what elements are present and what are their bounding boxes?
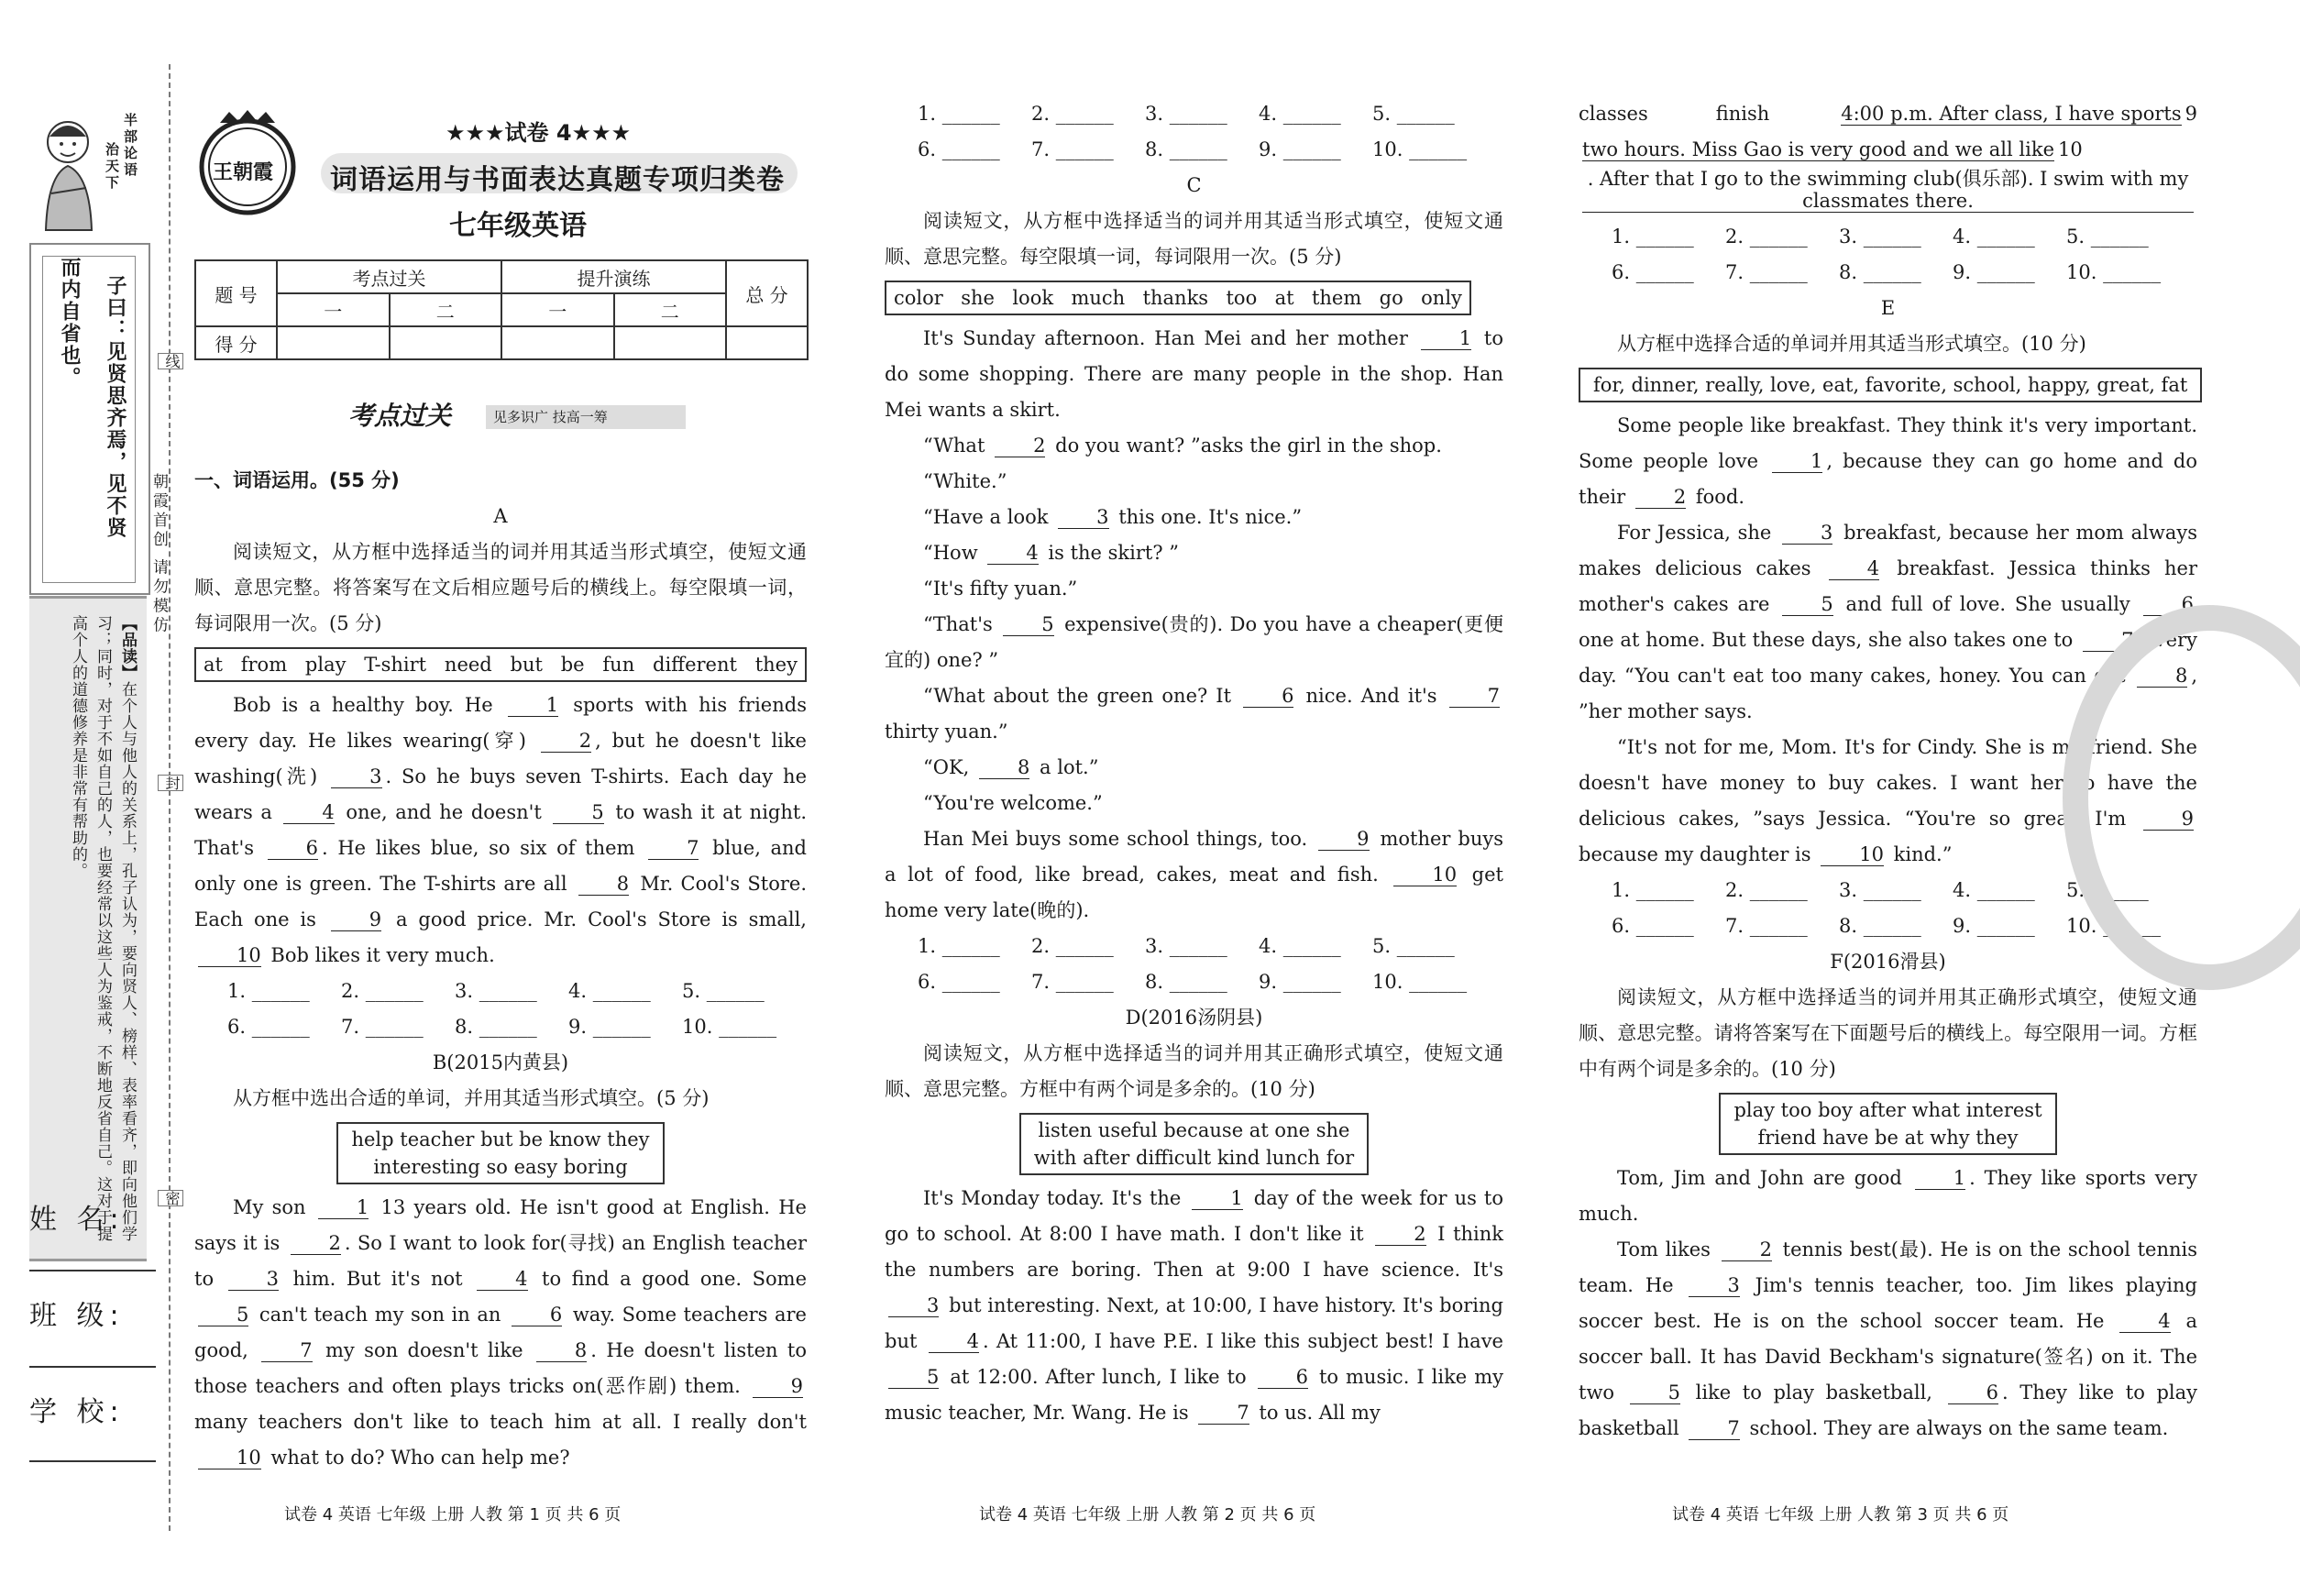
answer-slot-7[interactable]: 7. ______ — [1031, 138, 1114, 160]
answer-slot-6[interactable]: 6. ______ — [918, 971, 1000, 993]
part-d-passage: It's Monday today. It's the 1 day of the week for us to go to school. At 8:00 I have math. I don't like it 2 I think the numbers are boring. Then at 9:00 I have science. It's 3 but interesting. Next, at 10:00, I have history. It's boring but 4 . At 11:00, I have P.E. I like this subject best! I have 5 at 12:00. After lunch, I like to 6 to music. I like my music teacher, Mr. Wang. He is 7 to us. All my — [885, 1187, 1504, 1424]
blank-4[interactable]: 4 — [477, 1268, 527, 1291]
answer-slot-3[interactable]: 3. ______ — [1145, 103, 1227, 125]
part-b-words-2: interesting so easy boring — [373, 1156, 628, 1178]
passage-line: “Have a look 3 this one. It's nice.” — [923, 506, 1303, 528]
word-option: they — [754, 654, 798, 676]
blank-6[interactable]: 6 — [268, 837, 318, 860]
answer-slot-5[interactable]: 5. ______ — [682, 980, 765, 1002]
score-cell[interactable] — [277, 326, 390, 359]
answer-slot-4[interactable]: 4. ______ — [1953, 879, 2035, 901]
blank-7[interactable]: 7 — [261, 1339, 312, 1362]
word-option: T-shirt — [364, 654, 427, 676]
pindu-text — [65, 615, 139, 1248]
answer-slot-3[interactable]: 3. ______ — [1145, 935, 1227, 957]
blank-1[interactable]: 1 — [508, 694, 558, 717]
word-option: go — [1379, 287, 1403, 309]
answer-slot-5[interactable]: 5. ______ — [2066, 879, 2149, 901]
score-col-2: 二 — [390, 293, 502, 326]
score-cell[interactable] — [501, 326, 614, 359]
blank-4[interactable]: 4 — [283, 801, 334, 824]
section-banner-sub: 见多识广 技高一筹 — [486, 405, 686, 429]
answer-slot-7[interactable]: 7. ______ — [1725, 915, 1808, 937]
score-cell[interactable] — [614, 326, 727, 359]
blank-3[interactable]: 3 — [1058, 506, 1108, 529]
part-e-word-box — [1579, 368, 2202, 402]
answer-slot-5[interactable]: 5. ______ — [1372, 103, 1455, 125]
word-option: need — [444, 654, 492, 676]
blank-4[interactable]: 4 — [1829, 557, 1879, 580]
answer-slot-10[interactable]: 10. ______ — [1372, 971, 1468, 993]
answer-slot-4[interactable]: 4. ______ — [1259, 103, 1341, 125]
blank-1[interactable]: 1 — [1915, 1167, 1965, 1190]
blank-6[interactable]: 6 — [1258, 1366, 1308, 1389]
name-field[interactable] — [29, 1270, 156, 1271]
passage-line: “It's fifty yuan.” — [923, 578, 1078, 600]
score-table — [194, 259, 809, 360]
blank-10[interactable]: 10 — [1821, 843, 1884, 866]
score-th-total: 总 分 — [726, 260, 808, 326]
score-col-3: 一 — [501, 293, 614, 326]
sidebar-motto-top-1: 半部论语 — [122, 113, 138, 179]
passage-line: Tom likes 2 tennis best(最). He is on the school tennis team. He 3 Jim's tennis teacher, too. Jim likes playing soccer best. He is on the school soccer team. He 4 a soccer ball. It has David Beckham's signature(签名) on it. The two 5 like to play basketball, 6 . They like to play basketball 7 school. They are always on the same team. — [1579, 1238, 2198, 1439]
part-f-word-box — [1719, 1093, 2056, 1155]
part-b-passage: My son 1 13 years old. He isn't good at English. He says it is 2 . So I want to look for(寻找) an English teacher to 3 him. But it's not 4 to find a good one. Some 5 can't teach my son in an 6 way. Some teachers are good, 7 my son doesn't like 8 . He doesn't listen to those teachers and often plays tricks on(恶作剧) them. 9 many teachers don't like to teach him at all. I really don't 10 what to do? Who can help me? — [194, 1196, 807, 1469]
school-label: 学 校: — [29, 1396, 125, 1428]
part-a-label: A — [493, 505, 508, 527]
blank-2[interactable]: 2 — [995, 435, 1045, 457]
answer-slot-6[interactable]: 6. ______ — [1612, 915, 1694, 937]
answer-slot-5[interactable]: 5. ______ — [2066, 226, 2149, 248]
blank-3[interactable]: 3 — [331, 765, 381, 788]
pindu-label: 【品读】 — [118, 615, 137, 681]
blank-3[interactable]: 3 — [228, 1268, 279, 1291]
part-b-instructions: 从方框中选出合适的单词，并用其适当形式填空。(5 分) — [233, 1087, 710, 1109]
blank-1[interactable]: 1 — [1772, 450, 1822, 473]
score-th-kaodian: 考点过关 — [277, 260, 501, 293]
answer-slot-8[interactable]: 8. ______ — [455, 1016, 537, 1038]
score-th-tihao: 题 号 — [195, 260, 277, 326]
score-col-1: 一 — [277, 293, 390, 326]
blank-1[interactable]: 1 — [318, 1196, 369, 1219]
passage-line: It's Sunday afternoon. Han Mei and her mother 1 to do some shopping. There are many people in the shop. Han Mei wants a skirt. — [885, 327, 1503, 421]
answer-slot-9[interactable]: 9. ______ — [1259, 971, 1341, 993]
part-b-word-box — [336, 1122, 664, 1184]
blank-2[interactable]: 2 — [1375, 1223, 1425, 1246]
blank-6[interactable]: 6 — [1243, 685, 1293, 708]
blank-4[interactable]: 4 — [2119, 1310, 2170, 1333]
blank-9[interactable]: 9 — [331, 908, 381, 931]
blank-2[interactable]: 2 — [1722, 1238, 1772, 1261]
word-option: look — [1012, 287, 1054, 309]
cut-note — [147, 473, 171, 635]
blank-6[interactable]: 6 — [1948, 1381, 1998, 1404]
section-banner: 考点过关 — [348, 401, 452, 431]
answer-slot-2[interactable]: 2. ______ — [1031, 935, 1114, 957]
cut-mark-3: 密 — [158, 1190, 183, 1206]
answer-slot-10[interactable]: 10. ______ — [2066, 915, 2162, 937]
blank-5[interactable]: 5 — [1782, 593, 1832, 616]
blank-7[interactable]: 7 — [648, 837, 699, 860]
answer-slot-7[interactable]: 7. ______ — [1031, 971, 1114, 993]
part-b-answers[interactable] — [885, 96, 1503, 168]
part-b-words-1: help teacher but be know they — [351, 1128, 650, 1150]
footer-page-2: 试卷 4 英语 七年级 上册 人教 第 2 页 共 6 页 — [979, 1505, 1316, 1524]
section-title: 一、词语运用。(55 分) — [194, 469, 400, 491]
word-option: different — [653, 654, 737, 676]
passage-line: “That's 5 expensive(贵的). Do you have a cheaper(更便宜的) one? ” — [885, 613, 1503, 671]
blank-8[interactable]: 8 — [578, 873, 629, 896]
blank-10[interactable]: 10 — [198, 1447, 261, 1469]
blank-6[interactable]: 6 — [512, 1304, 562, 1326]
motto-line-2: 而内自省也。 — [58, 257, 81, 389]
passage-line: “You're welcome.” — [923, 792, 1103, 814]
passage-line: Some people like breakfast. They think it's very important. Some people love 1 , because they can go home and do their 2 food. — [1579, 414, 2198, 508]
blank-4[interactable]: 4 — [929, 1330, 979, 1353]
part-d-label: D(2016汤阴县) — [1125, 1007, 1263, 1029]
word-option: too — [1226, 287, 1258, 309]
confucius-figure-icon — [33, 111, 105, 239]
part-a-instructions: 阅读短文，从方框中选择适当的词并用其适当形式填空，使短文通顺、意思完整。将答案写在文后相应题号后的横线上。每空限填一词，每词限用一次。(5 分) — [194, 541, 807, 634]
word-option: fun — [602, 654, 635, 676]
exam-number: ★★★试卷 4★★★ — [446, 120, 632, 146]
cut-mark-2: 封 — [158, 775, 183, 791]
passage-line: “What 2 do you want? ”asks the girl in the shop. — [923, 435, 1442, 457]
answer-slot-1[interactable]: 1. ______ — [1612, 226, 1694, 248]
word-option: them — [1311, 287, 1362, 309]
score-cell[interactable] — [390, 326, 502, 359]
answer-slot-7[interactable]: 7. ______ — [341, 1016, 424, 1038]
word-option: play — [304, 654, 347, 676]
answer-slot-2[interactable]: 2. ______ — [1725, 879, 1808, 901]
blank-5[interactable]: 5 — [1630, 1381, 1680, 1404]
pindu-panel — [29, 596, 147, 1261]
passage-line: Han Mei buys some school things, too. 9 mother buys a lot of food, like bread, cakes, meat and fish. 10 get home very late(晚的). — [885, 828, 1503, 921]
part-e-words: for, dinner, really, love, eat, favorite, school, happy, great, fat — [1593, 374, 2188, 396]
part-c-label: C — [1186, 174, 1202, 196]
blank-7[interactable]: 7 — [2083, 629, 2133, 652]
blank-9[interactable]: 9 — [2143, 808, 2194, 831]
blank-9[interactable]: 9 — [753, 1375, 803, 1398]
passage-line: For Jessica, she 3 breakfast, because her mom always makes delicious cakes 4 breakfast. Jessica thinks her mother's cakes are 5 and full of love. She usually 6 one at home. But these days, she also takes one to 7 every day. “You can't eat too many cakes, honey. You can get 8 , ”her mother says. — [1579, 522, 2198, 722]
passage-line: “White.” — [923, 470, 1007, 492]
blank-8[interactable]: 8 — [536, 1339, 587, 1362]
blank-3[interactable]: 3 — [1689, 1274, 1739, 1297]
part-d-answers[interactable] — [1579, 219, 2197, 291]
blank-2[interactable]: 2 — [291, 1232, 341, 1255]
answer-slot-9[interactable]: 9. ______ — [1259, 138, 1341, 160]
blank-4[interactable]: 4 — [987, 542, 1038, 565]
blank-3[interactable]: 3 — [888, 1294, 939, 1317]
part-d-words-2: with after difficult kind lunch for — [1033, 1147, 1355, 1169]
score-th-tisheng: 提升演练 — [501, 260, 726, 293]
blank- 4:00 p.m. After class, I have sports[interactable]: 4:00 p.m. After class, I have sports — [1841, 103, 2182, 125]
passage-line: “How 4 is the skirt? ” — [923, 542, 1179, 564]
blank-7[interactable]: 7 — [1689, 1417, 1739, 1440]
blank-1[interactable]: 1 — [1192, 1187, 1242, 1210]
score-cell[interactable] — [726, 326, 808, 359]
blank-9[interactable]: 9 — [1318, 828, 1369, 851]
part-a-word-box — [194, 647, 807, 682]
score-col-4: 二 — [614, 293, 727, 326]
answer-slot-6[interactable]: 6. ______ — [1612, 261, 1694, 283]
answer-slot-3[interactable]: 3. ______ — [1839, 879, 1921, 901]
part-f-label: F(2016滑县) — [1830, 951, 1946, 973]
part-c-word-box — [885, 281, 1471, 315]
blank-3[interactable]: 3 — [1782, 522, 1832, 545]
footer-page-3: 试卷 4 英语 七年级 上册 人教 第 3 页 共 6 页 — [1672, 1505, 2009, 1524]
passage-line: Tom, Jim and John are good 1 . They like sports very much. — [1579, 1167, 2197, 1225]
blank-5[interactable]: 5 — [198, 1304, 248, 1326]
blank-7[interactable]: 7 — [1198, 1402, 1249, 1425]
blank-8[interactable]: 8 — [979, 756, 1029, 779]
answer-slot-10[interactable]: 10. ______ — [1372, 138, 1468, 160]
answer-slot-6[interactable]: 6. ______ — [227, 1016, 310, 1038]
answer-slot-4[interactable]: 4. ______ — [1259, 935, 1341, 957]
word-option: from — [240, 654, 288, 676]
blank-7[interactable]: 7 — [1449, 685, 1500, 708]
part-c-answers[interactable] — [885, 929, 1503, 1000]
answer-slot-10[interactable]: 10. ______ — [682, 1016, 777, 1038]
word-option: only — [1421, 287, 1462, 309]
part-a-answers[interactable] — [194, 974, 807, 1045]
word-option: thanks — [1142, 287, 1209, 309]
part-c-instructions: 阅读短文，从方框中选择适当的词并用其适当形式填空，使短文通顺、意思完整。每空限填一词，每词限用一次。(5 分) — [885, 210, 1503, 268]
answer-slot-2[interactable]: 2. ______ — [341, 980, 424, 1002]
blank-5[interactable]: 5 — [1003, 613, 1053, 636]
answer-slot-9[interactable]: 9. ______ — [1953, 915, 2035, 937]
sidebar-motto-top-2: 治天下 — [104, 142, 120, 192]
class-label: 班 级: — [29, 1300, 125, 1332]
answer-slot-9[interactable]: 9. ______ — [568, 1016, 651, 1038]
cut-line — [169, 64, 171, 1531]
cut-note-2: 请勿模仿 — [149, 558, 168, 636]
answer-slot-7[interactable]: 7. ______ — [1725, 261, 1808, 283]
part-f-words-2: friend have be at why they — [1757, 1127, 2019, 1149]
answer-slot-1[interactable]: 1. ______ — [1612, 879, 1694, 901]
answer-slot-9[interactable]: 9. ______ — [1953, 261, 2035, 283]
word-option: but — [510, 654, 543, 676]
part-e-instructions: 从方框中选择合适的单词并用其适当形式填空。(10 分) — [1617, 333, 2086, 355]
answer-slot-6[interactable]: 6. ______ — [918, 138, 1000, 160]
brand-name: 王朝霞 — [213, 161, 274, 184]
answer-slot-8[interactable]: 8. ______ — [1839, 915, 1921, 937]
word-option: be — [560, 654, 585, 676]
part-d-passage-cont: classes finish 4:00 p.m. After class, I have sports9two hours. Miss Gao is very good and we all like10. After that I go to the swimming club(俱乐部). I swim with my classmates there. — [1579, 103, 2197, 212]
school-field[interactable] — [29, 1460, 156, 1462]
blank-2[interactable]: 2 — [1635, 486, 1686, 509]
passage-line: “OK, 8 a lot.” — [923, 756, 1099, 778]
paper-subtitle: 词语运用与书面表达真题专项归类卷 — [330, 164, 785, 196]
part-b-label: B(2015内黄县) — [432, 1051, 569, 1073]
answer-slot-4[interactable]: 4. ______ — [568, 980, 651, 1002]
passage-line: “What about the green one? It 6 nice. And it's 7 thirty yuan.” — [885, 685, 1500, 743]
blank-1[interactable]: 1 — [1421, 327, 1471, 350]
word-option: color — [894, 287, 943, 309]
answer-slot-8[interactable]: 8. ______ — [1839, 261, 1921, 283]
exam-number-text: 试卷 4 — [504, 120, 572, 146]
part-d-instructions: 阅读短文，从方框中选择适当的词并用其正确形式填空，使短文通顺、意思完整。方框中有两个词是多余的。(10 分) — [885, 1042, 1503, 1100]
part-f-passage — [1579, 1161, 2197, 1447]
part-f-words-1: play too boy after what interest — [1733, 1099, 2042, 1121]
motto-line-1: 子曰：见贤思齐焉，见不贤 — [104, 275, 127, 539]
answer-slot-3[interactable]: 3. ______ — [1839, 226, 1921, 248]
blank-5[interactable]: 5 — [553, 801, 603, 824]
answer-slot-8[interactable]: 8. ______ — [1145, 138, 1227, 160]
blank- two hours. Miss Gao is very good and we all like[interactable]: two hours. Miss Gao is very good and we all like — [1582, 138, 2054, 160]
answer-slot-3[interactable]: 3. ______ — [455, 980, 537, 1002]
blank-. After that I go to the swimming club(俱乐部). I swim with my classmates there.[interactable]: . After that I go to the swimming club(俱乐部). I swim with my classmates there. — [1582, 168, 2194, 213]
pindu-body: 在个人与他人的关系上，孔子认为，要向贤人、榜样、表率看齐，即向他们学习；同时，对于不如自己的人，也要经常以这些人为鉴戒，不断地反省自己。这对于提高个人的道德修养是非常有帮助的。 — [69, 615, 137, 1242]
binding-sidebar — [29, 105, 149, 1462]
answer-slot-5[interactable]: 5. ______ — [1372, 935, 1455, 957]
answer-slot-1[interactable]: 1. ______ — [918, 103, 1000, 125]
class-field[interactable] — [29, 1366, 156, 1368]
part-e-label: E — [1880, 297, 1896, 319]
answer-slot-8[interactable]: 8. ______ — [1145, 971, 1227, 993]
grade-subject: 七年级英语 — [449, 210, 587, 242]
word-option: she — [961, 287, 995, 309]
blank-5[interactable]: 5 — [888, 1366, 939, 1389]
word-option: at — [1274, 287, 1294, 309]
word-option: at — [204, 654, 223, 676]
answer-slot-10[interactable]: 10. ______ — [2066, 261, 2162, 283]
blank-10[interactable]: 10 — [198, 944, 261, 967]
answer-slot-2[interactable]: 2. ______ — [1031, 103, 1114, 125]
cut-mark-1: 线 — [158, 353, 183, 369]
sidebar-top — [29, 105, 149, 243]
answer-slot-4[interactable]: 4. ______ — [1953, 226, 2035, 248]
footer-page-1: 试卷 4 英语 七年级 上册 人教 第 1 页 共 6 页 — [284, 1505, 622, 1524]
name-label: 姓 名: — [29, 1204, 125, 1236]
score-row-label: 得 分 — [195, 326, 277, 359]
cut-note-1: 朝霞首创 — [149, 473, 168, 550]
part-d-words-1: listen useful because at one she — [1038, 1119, 1350, 1141]
column-2 — [885, 96, 1503, 1431]
answer-slot-1[interactable]: 1. ______ — [227, 980, 310, 1002]
motto-box — [29, 243, 150, 595]
blank-2[interactable]: 2 — [541, 730, 591, 753]
answer-slot-1[interactable]: 1. ______ — [918, 935, 1000, 957]
part-a-passage: Bob is a healthy boy. He 1 sports with his friends every day. He likes wearing(穿) 2 , but he doesn't like washing(洗) 3 . So he buys seven T-shirts. Each day he wears a 4 one, and he doesn't 5 to wash it at night. That's 6 . He likes blue, so six of them 7 blue, and only one is green. The T-shirts are all 8 Mr. Cool's Store. Each one is 9 a good price. Mr. Cool's Store is small, 10 Bob likes it very much. — [194, 694, 808, 966]
answer-slot-2[interactable]: 2. ______ — [1725, 226, 1808, 248]
word-option: much — [1071, 287, 1126, 309]
column-1 — [194, 463, 807, 1476]
blank-6[interactable]: 6 — [2143, 593, 2194, 616]
part-d-word-box — [1019, 1113, 1369, 1175]
part-f-instructions: 阅读短文，从方框中选择适当的词并用其正确形式填空，使短文通顺、意思完整。请将答案写在下面题号后的横线上。每空限用一词。方框中有两个词是多余的。(10 分) — [1579, 986, 2197, 1080]
passage-line: “It's not for me, Mom. It's for Cindy. She is my friend. She doesn't have money to buy cakes. I want her to have the delicious cakes, ”says Jessica. “You're so great. I'm 9 because my daughter is 10 kind.” — [1579, 736, 2197, 865]
blank-8[interactable]: 8 — [2137, 665, 2187, 688]
part-c-passage — [885, 321, 1503, 929]
blank-10[interactable]: 10 — [1393, 864, 1457, 886]
